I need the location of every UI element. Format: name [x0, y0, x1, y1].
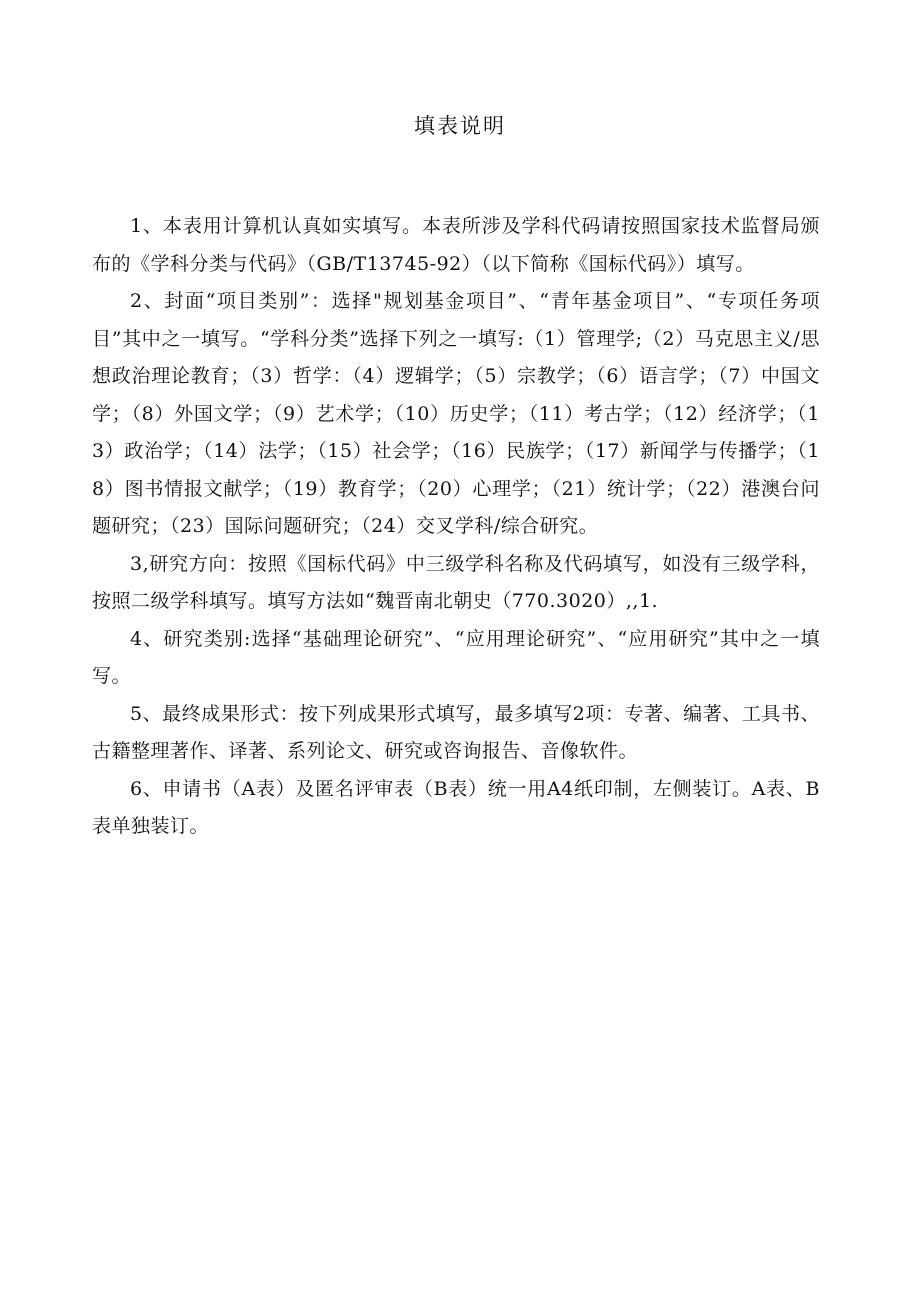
instruction-paragraph-6: 6、申请书（A表）及匿名评审表（B表）统一用A4纸印制，左侧装订。A表、B表单独装订。 [92, 777, 820, 837]
instruction-paragraph-3: 3,研究方向：按照《国标代码》中三级学科名称及代码填写，如没有三级学科，按照二级学科填写。填写方法如“魏晋南北朝史（770.3020）,,1. [92, 552, 820, 612]
instruction-paragraph-4: 4、研究类别:选择“基础理论研究”、“应用理论研究”、“应用研究”其中之一填写。 [92, 627, 820, 687]
instruction-paragraph-1: 1、本表用计算机认真如实填写。本表所涉及学科代码请按照国家技术监督局颁布的《学科分类与代码》（GB/T13745-92）（以下简称《国标代码》）填写。 [92, 215, 820, 275]
instructions-body [92, 208, 820, 846]
page-title: 填表说明 [414, 114, 506, 138]
instruction-paragraph-5: 5、最终成果形式：按下列成果形式填写，最多填写2项：专著、编著、工具书、古籍整理著作、译著、系列论文、研究或咨询报告、音像软件。 [92, 702, 820, 762]
instruction-paragraph-2: 2、封面“项目类别”：选择"规划基金项目”、“青年基金项目”、“专项任务项目”其中之一填写。“学科分类”选择下列之一填写:（1）管理学;（2）马克思主义/思想政治理论教育；（3）哲学：（4）逻辑学；（5）宗教学；（6）语言学；（7）中国文学；（8）外国文学；（9）艺术学；（10）历史学；（11）考古学；（12）经济学；（13）政治学；（14）法学；（15）社会学；（16）民族学；（17）新闻学与传播学；（18）图书情报文献学；（19）教育学；（20）心理学；（21）统计学；（22）港澳台问题研究；（23）国际问题研究；（24）交叉学科/综合研究。 [92, 290, 820, 537]
